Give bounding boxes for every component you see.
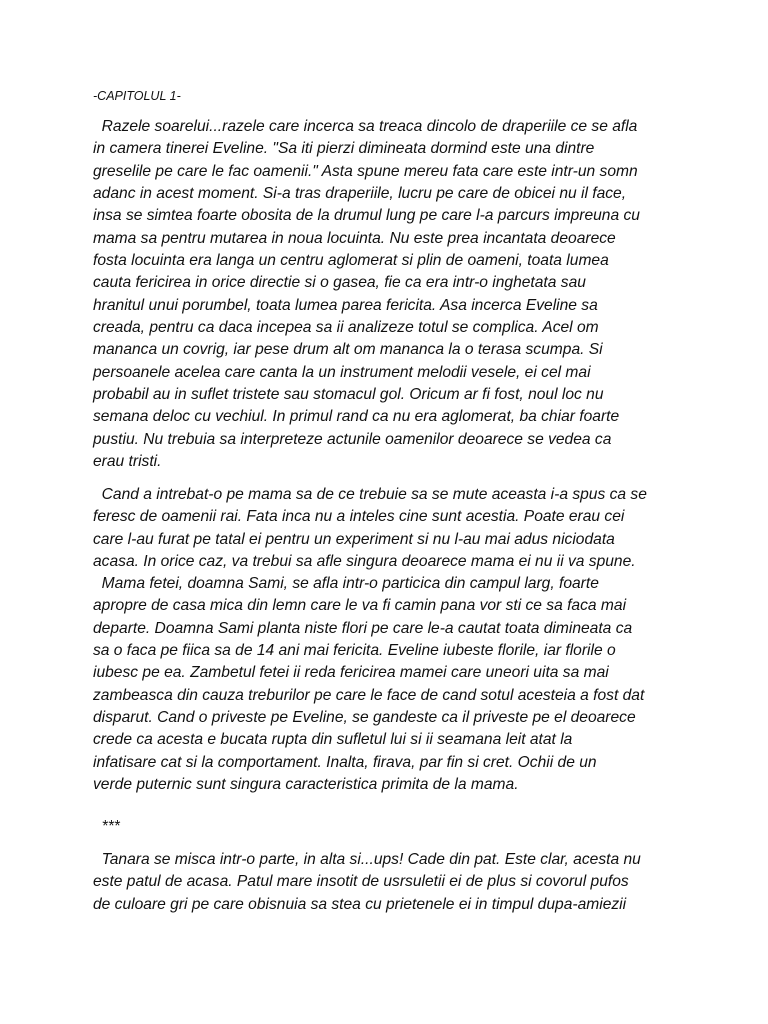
section-separator: ***: [93, 818, 120, 835]
paragraph: [93, 116, 683, 474]
paragraph-line: crede ca acesta e bucata rupta din sufletul lui si ii seamana leit atat la: [93, 731, 573, 749]
paragraph-line: apropre de casa mica din lemn care le va fi camin pana vor sti ce sa faca mai: [93, 597, 627, 615]
paragraph-line: de culoare gri pe care obisnuia sa stea cu prietenele ei in timpul dupa-amiezii: [93, 895, 627, 913]
paragraph-line: hranitul unui porumbel, toata lumea parea fericita. Asa incerca Eveline sa: [93, 296, 598, 314]
paragraph-line: sa o faca pe fiica sa de 14 ani mai fericita. Eveline iubeste florile, iar florile o: [93, 642, 616, 660]
paragraph: [93, 484, 683, 573]
paragraph-line: erau tristi.: [93, 453, 162, 471]
paragraph-line: cauta fericirea in orice directie si o gasea, fie ca era intr-o inghetata sau: [93, 274, 586, 292]
paragraph-line: verde puternic sunt singura caracteristica primita de la mama.: [93, 776, 519, 794]
paragraph-line: Razele soarelui...razele care incerca sa treaca dincolo de draperiile ce se afla: [93, 118, 638, 135]
paragraph-line: zambeasca din cauza treburilor pe care le face de cand sotul acesteia a fost dat: [93, 686, 645, 704]
paragraph-line: feresc de oamenii rai. Fata inca nu a inteles cine sunt acestia. Poate erau cei: [93, 508, 625, 526]
paragraph-line: in camera tinerei Eveline. "Sa iti pierzi dimineata dormind este una dintre: [93, 140, 595, 158]
paragraph-line: este patul de acasa. Patul mare insotit de usrsuletii ei de plus si covorul pufos: [93, 873, 629, 891]
chapter-heading: -CAPITOLUL 1-: [93, 89, 181, 103]
paragraph-line: fosta locuinta era langa un centru aglomerat si plin de oameni, toata lumea: [93, 252, 609, 270]
paragraph-line: persoanele acelea care canta la un instrument melodii vesele, ei cel mai: [93, 363, 591, 381]
paragraph-line: iubesc pe ea. Zambetul fetei ii reda fericirea mamei care uneori uita sa mai: [93, 664, 609, 682]
paragraph-line: disparut. Cand o priveste pe Eveline, se gandeste ca il priveste pe el deoarece: [93, 709, 636, 727]
paragraph-line: mama sa pentru mutarea in noua locuinta. Nu este prea incantata deoarece: [93, 229, 616, 247]
paragraph-line: infatisare cat si la comportament. Inalta, firava, par fin si cret. Ochii de un: [93, 753, 597, 771]
paragraph-line: pustiu. Nu trebuia sa interpreteze actunile oamenilor deoarece se vedea ca: [93, 430, 612, 448]
paragraph-line: insa se simtea foarte obosita de la drumul lung pe care l-a parcurs impreuna cu: [93, 207, 640, 225]
paragraph-line: Mama fetei, doamna Sami, se afla intr-o particica din campul larg, foarte: [93, 575, 599, 592]
paragraph-line: mananca un covrig, iar pese drum alt om mananca la o terasa scumpa. Si: [93, 341, 603, 359]
paragraph-line: departe. Doamna Sami planta niste flori pe care le-a cautat toata dimineata ca: [93, 619, 633, 637]
paragraph-line: Cand a intrebat-o pe mama sa de ce trebuie sa se mute aceasta i-a spus ca se: [93, 486, 647, 503]
paragraph-line: probabil au in suflet tristete sau stomacul gol. Oricum ar fi fost, noul loc nu: [93, 386, 604, 404]
paragraph: [93, 573, 683, 796]
paragraph-line: Tanara se misca intr-o parte, in alta si...ups! Cade din pat. Este clar, acesta nu: [93, 851, 641, 868]
paragraph: [93, 849, 683, 916]
paragraph-line: care l-au furat pe tatal ei pentru un experiment si nu l-au mai adus niciodata: [93, 530, 615, 548]
paragraph-line: acasa. In orice caz, va trebui sa afle singura deoarece mama ei nu ii va spune.: [93, 553, 636, 571]
paragraph-line: semana deloc cu vechiul. In primul rand ca nu era aglomerat, ba chiar foarte: [93, 408, 620, 426]
paragraph-line: creada, pentru ca daca incepea sa ii analizeze totul se complica. Acel om: [93, 319, 599, 337]
paragraph-line: adanc in acest moment. Si-a tras draperiile, lucru pe care de obicei nu il face,: [93, 185, 627, 203]
paragraph-line: greselile pe care le fac oamenii." Asta spune mereu fata care este intr-un somn: [93, 162, 638, 180]
